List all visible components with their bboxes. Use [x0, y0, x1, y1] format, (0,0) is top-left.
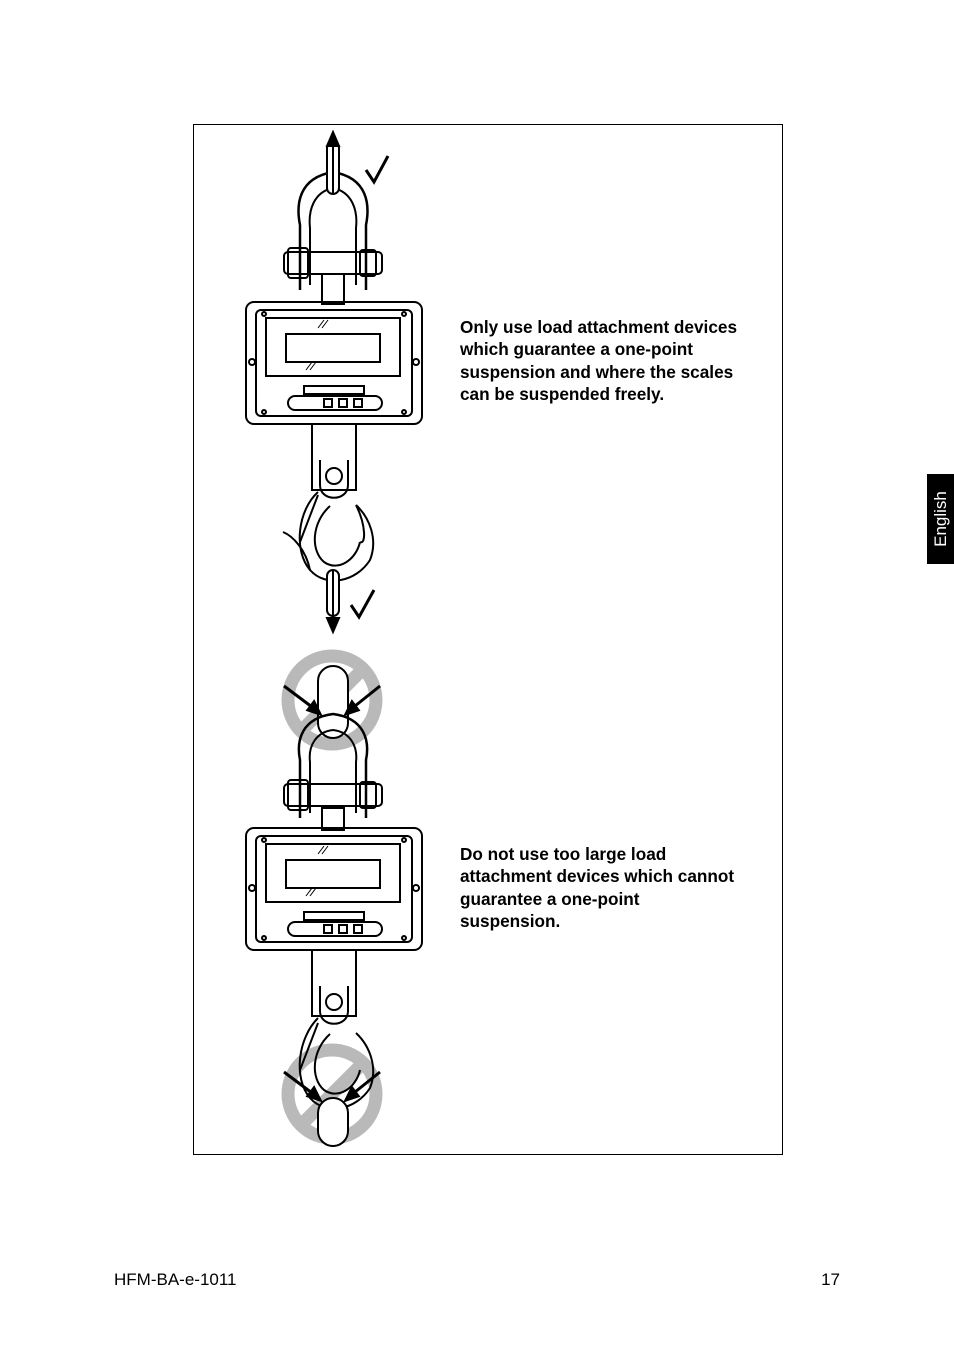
correct-usage-caption — [460, 316, 780, 405]
document-id: HFM-BA-e-1011 — [114, 1270, 237, 1289]
caption-line: Do not use too large load — [460, 844, 667, 864]
incorrect-usage-caption — [460, 843, 780, 932]
page-number: 17 — [821, 1270, 840, 1289]
caption-line: guarantee a one-point — [460, 888, 640, 909]
crane-scale-correct-illustration — [238, 130, 428, 635]
caption-line: Only use load attachment devices — [460, 317, 738, 337]
caption-line: which guarantee a one-point — [460, 339, 694, 360]
caption-line: suspension. — [460, 910, 561, 931]
caption-line: attachment devices which cannot — [460, 866, 735, 887]
language-label: English — [930, 491, 950, 547]
caption-line: can be suspended freely. — [460, 383, 665, 404]
crane-scale-incorrect-illustration — [238, 648, 428, 1150]
caption-line: suspension and where the scales — [460, 361, 734, 382]
language-side-tab — [927, 474, 954, 564]
